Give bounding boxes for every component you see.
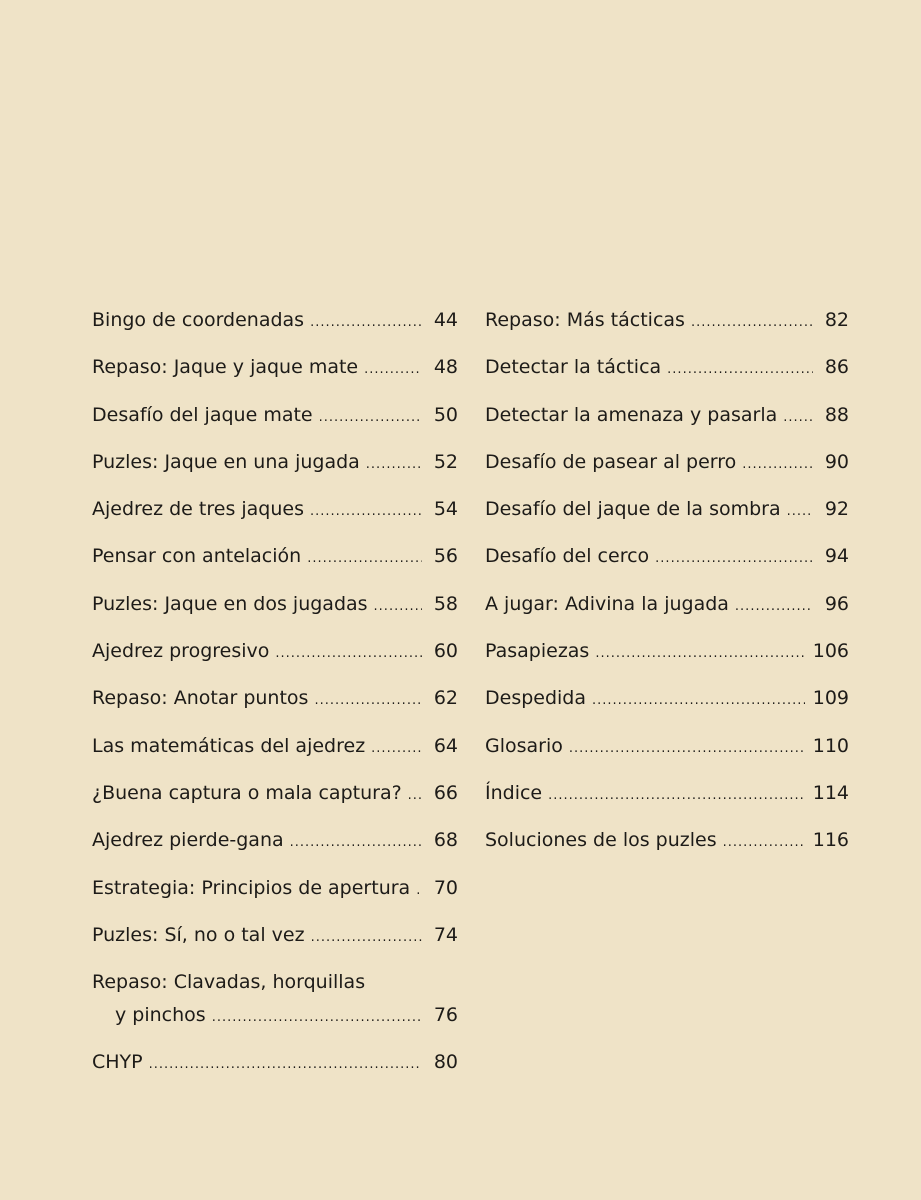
leader-dots xyxy=(667,353,813,387)
toc-entry[interactable] xyxy=(92,918,458,965)
toc-entry-page: 48 xyxy=(433,356,458,379)
toc-entry-page: 96 xyxy=(824,592,849,615)
toc-entry-title: Bingo de coordenadas xyxy=(92,309,305,331)
toc-entry[interactable] xyxy=(485,729,849,776)
leader-dots xyxy=(655,542,813,576)
toc-entry[interactable] xyxy=(92,776,458,823)
toc-entry[interactable] xyxy=(92,398,458,445)
toc-entry[interactable] xyxy=(92,965,458,1045)
toc-entry-page: 88 xyxy=(824,403,849,426)
toc-entry[interactable] xyxy=(485,445,849,492)
toc-entry-page: 56 xyxy=(433,545,458,568)
toc-entry-page: 106 xyxy=(812,640,849,663)
leader-dots xyxy=(735,590,813,624)
leader-dots xyxy=(548,779,805,813)
toc-entry[interactable] xyxy=(92,729,458,776)
toc-entry[interactable] xyxy=(485,539,849,586)
toc-entry-page: 80 xyxy=(433,1051,458,1074)
leader-dots xyxy=(290,826,422,860)
toc-entry-title: ¿Buena captura o mala captura? xyxy=(92,781,402,804)
toc-entry-title: A jugar: Adivina la jugada xyxy=(485,592,729,615)
toc-entry-page: 52 xyxy=(433,450,458,473)
toc-entry-page: 66 xyxy=(433,781,458,804)
toc-entry[interactable] xyxy=(485,634,849,681)
toc-entry[interactable] xyxy=(92,350,458,397)
leader-dots xyxy=(691,306,813,340)
leader-dots xyxy=(311,921,422,955)
toc-entry[interactable] xyxy=(485,587,849,634)
toc-entry[interactable] xyxy=(92,445,458,492)
toc-entry-page: 94 xyxy=(824,545,849,568)
toc-entry[interactable] xyxy=(485,823,849,870)
leader-dots xyxy=(569,732,805,766)
toc-entry-page: 68 xyxy=(433,829,458,852)
toc-entry[interactable] xyxy=(92,303,458,350)
toc-entry[interactable] xyxy=(92,871,458,918)
toc-entry-page: 70 xyxy=(433,876,458,899)
toc-entry-title: Repaso: Jaque y jaque mate xyxy=(92,356,359,379)
toc-entry[interactable] xyxy=(485,303,849,350)
leader-dots xyxy=(212,1001,422,1035)
leader-dots xyxy=(366,448,422,482)
toc-entry-title: Pensar con antelación xyxy=(92,545,302,568)
toc-entry-page: 58 xyxy=(433,592,458,615)
leader-dots xyxy=(595,637,804,671)
toc-entry[interactable] xyxy=(92,492,458,539)
leader-dots xyxy=(742,448,813,482)
leader-dots xyxy=(374,590,422,624)
leader-dots xyxy=(275,637,422,671)
toc-entry-title: Estrategia: Principios de apertura xyxy=(92,876,411,899)
toc-entry-title: Ajedrez pierde-gana xyxy=(92,829,284,852)
leader-dots xyxy=(149,1048,422,1082)
toc-entry-page: 60 xyxy=(433,640,458,663)
toc-entry-title: Soluciones de los puzles xyxy=(485,829,717,852)
toc-entry[interactable] xyxy=(485,492,849,539)
toc-entry[interactable] xyxy=(485,350,849,397)
toc-entry-title: Ajedrez progresivo xyxy=(92,640,270,663)
toc-entry-title: Repaso: Clavadas, horquillas xyxy=(92,971,366,994)
toc-entry-page: 50 xyxy=(433,403,458,426)
leader-dots xyxy=(787,495,813,529)
toc-entry-page: 90 xyxy=(824,450,849,473)
leader-dots xyxy=(364,353,422,387)
toc-entry[interactable] xyxy=(92,634,458,681)
toc-entry-title: Puzles: Jaque en una jugada xyxy=(92,450,360,473)
toc-entry[interactable] xyxy=(485,776,849,823)
toc-entry-title: Desafío del cerco xyxy=(485,545,650,568)
toc-column-left xyxy=(92,303,458,1092)
toc-entry-page: 92 xyxy=(824,498,849,521)
leader-dots xyxy=(310,495,422,529)
toc-entry-page: 109 xyxy=(812,687,849,710)
toc-entry-title: Despedida xyxy=(485,687,587,710)
toc-entry-title: Índice xyxy=(485,781,543,804)
toc-entry-title: Las matemáticas del ajedrez xyxy=(92,734,366,757)
toc-entry-page: 110 xyxy=(812,734,849,757)
toc-entry-title: Glosario xyxy=(485,734,563,757)
toc-entry-title: Detectar la táctica xyxy=(485,356,662,379)
toc-entry[interactable] xyxy=(92,823,458,870)
toc-entry-title: Puzles: Sí, no o tal vez xyxy=(92,923,305,946)
leader-dots xyxy=(319,401,422,435)
toc-entry-title: Desafío del jaque mate xyxy=(92,403,313,426)
toc-entry-title: Pasapiezas xyxy=(485,640,590,663)
toc-entry[interactable] xyxy=(485,681,849,728)
toc-entry-page: 86 xyxy=(824,356,849,379)
toc-entry-page: 114 xyxy=(812,781,849,804)
toc-entry[interactable] xyxy=(92,539,458,586)
toc-entry-page: 116 xyxy=(812,829,849,852)
toc-entry-page: 62 xyxy=(433,687,458,710)
toc-entry-page: 44 xyxy=(433,309,458,331)
leader-dots xyxy=(783,401,813,435)
toc-entry-title: Puzles: Jaque en dos jugadas xyxy=(92,592,368,615)
toc-entry-page: 76 xyxy=(433,1004,458,1027)
leader-dots xyxy=(723,826,805,860)
toc-entry-title: Desafío de pasear al perro xyxy=(485,450,737,473)
leader-dots xyxy=(592,684,805,718)
leader-dots xyxy=(416,874,422,908)
toc-entry-page: 54 xyxy=(433,498,458,521)
toc-entry-title: Ajedrez de tres jaques xyxy=(92,498,304,521)
leader-dots xyxy=(371,732,422,766)
toc-entry-title: Detectar la amenaza y pasarla xyxy=(485,403,778,426)
leader-dots xyxy=(310,306,422,340)
leader-dots xyxy=(314,684,422,718)
toc-entry-title: Repaso: Anotar puntos xyxy=(92,687,309,710)
toc-entry-title: Desafío del jaque de la sombra xyxy=(485,498,781,521)
toc-entry-title: CHYP xyxy=(92,1051,143,1074)
toc-entry[interactable] xyxy=(485,398,849,445)
toc-entry-title-continuation: y pinchos xyxy=(115,1004,206,1027)
toc-entry[interactable] xyxy=(92,587,458,634)
leader-dots xyxy=(408,779,422,813)
leader-dots xyxy=(307,542,422,576)
toc-entry-title: Repaso: Más tácticas xyxy=(485,309,685,331)
toc-column-right xyxy=(485,303,849,871)
toc-entry[interactable] xyxy=(92,681,458,728)
toc-entry-page: 64 xyxy=(433,734,458,757)
toc-entry-page: 82 xyxy=(824,309,849,331)
toc-entry[interactable] xyxy=(92,1045,458,1092)
toc-entry-page: 74 xyxy=(433,923,458,946)
